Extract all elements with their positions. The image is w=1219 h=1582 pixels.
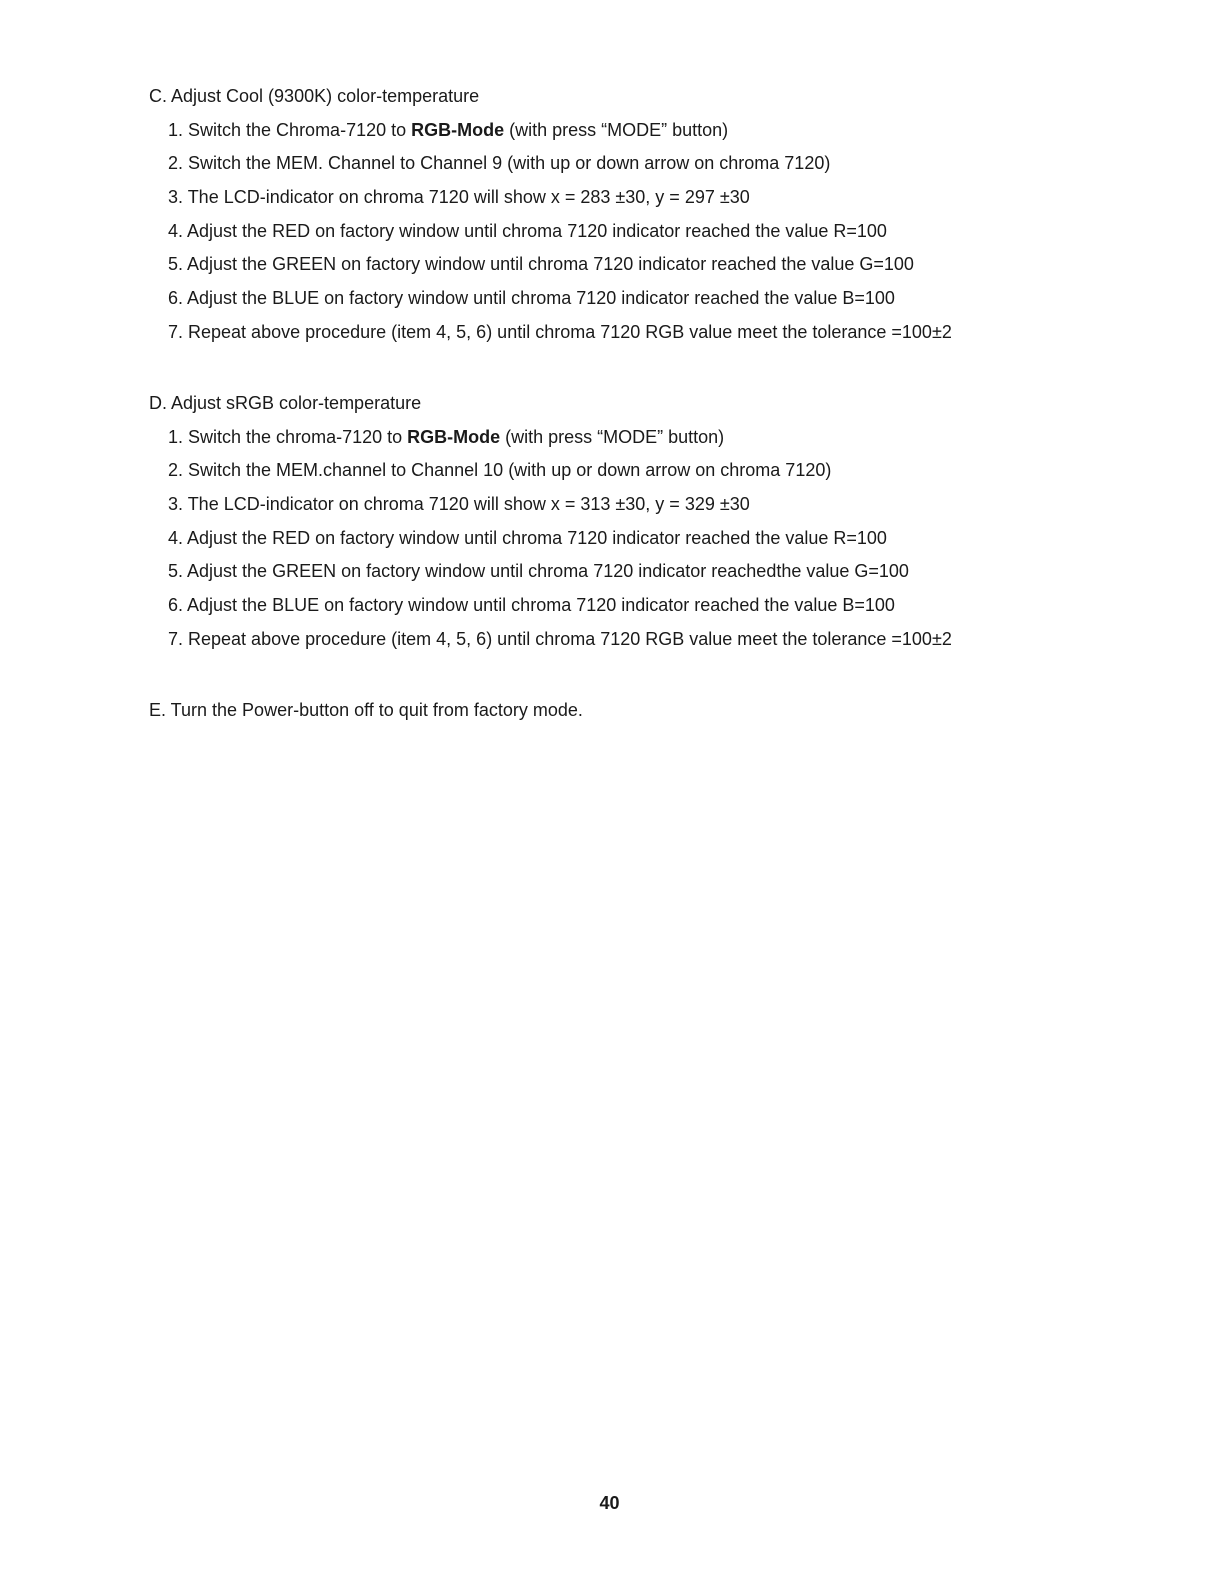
section-c-step-7: 7. Repeat above procedure (item 4, 5, 6) until chroma 7120 RGB value meet the tolerance =100±2 [168,321,952,342]
step-text-prefix: 1. Switch the Chroma-7120 to [168,119,412,140]
step-text-bold: RGB-Mode [411,119,505,140]
section-d-step-3: 3. The LCD-indicator on chroma 7120 will show x = 313 ±30, y = 329 ±30 [168,494,750,515]
section-d-heading: D. Adjust sRGB color-temperature [149,393,422,413]
step-text-prefix: 1. Switch the chroma-7120 to [168,426,408,447]
section-c-step-2: 2. Switch the MEM. Channel to Channel 9 (with up or down arrow on chroma 7120) [168,153,831,174]
step-text-bold: RGB-Mode [407,426,501,447]
step-text-suffix: (with press “MODE” button) [500,426,725,447]
section-d-step-7: 7. Repeat above procedure (item 4, 5, 6) until chroma 7120 RGB value meet the tolerance =100±2 [168,628,952,649]
section-e-heading: E. Turn the Power-button off to quit from factory mode. [149,700,583,720]
section-d-step-1 [149,426,1149,448]
section-srgb-color-temperature [149,392,1149,650]
page-number: 40 [599,1493,620,1513]
step-text-suffix: (with press “MODE” button) [504,119,729,140]
section-c-step-1 [149,119,1149,141]
section-power-off [149,699,1149,721]
section-c-heading: C. Adjust Cool (9300K) color-temperature [149,86,480,106]
section-cool-color-temperature [149,85,1149,343]
section-d-step-5: 5. Adjust the GREEN on factory window until chroma 7120 indicator reachedthe value G=100 [168,561,909,582]
section-c-steps [149,119,1149,343]
section-c-step-6: 6. Adjust the BLUE on factory window until chroma 7120 indicator reached the value B=100 [168,288,895,309]
section-d-step-6: 6. Adjust the BLUE on factory window until chroma 7120 indicator reached the value B=100 [168,595,895,616]
section-d-steps [149,426,1149,650]
section-d-step-4: 4. Adjust the RED on factory window until chroma 7120 indicator reached the value R=100 [168,527,887,548]
section-d-step-2: 2. Switch the MEM.channel to Channel 10 (with up or down arrow on chroma 7120) [168,460,832,481]
section-c-step-5: 5. Adjust the GREEN on factory window until chroma 7120 indicator reached the value G=100 [168,254,914,275]
section-c-step-3: 3. The LCD-indicator on chroma 7120 will show x = 283 ±30, y = 297 ±30 [168,187,750,208]
section-c-step-4: 4. Adjust the RED on factory window until chroma 7120 indicator reached the value R=100 [168,220,887,241]
